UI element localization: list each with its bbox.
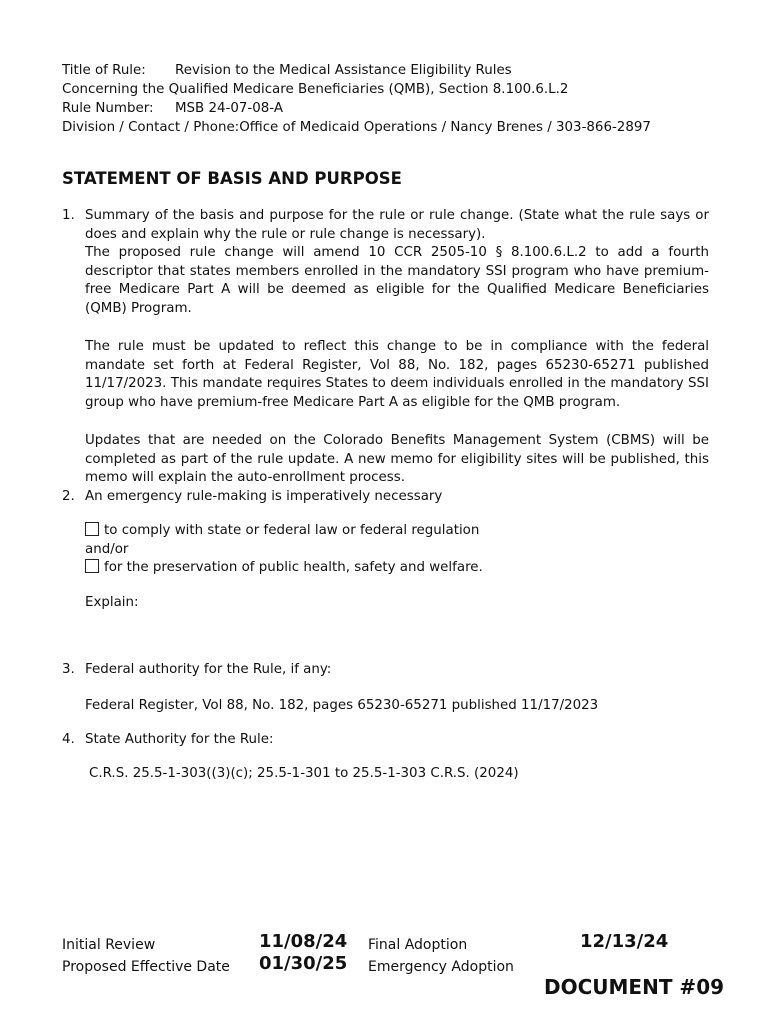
option-law-row — [85, 522, 479, 541]
statement-heading: STATEMENT OF BASIS AND PURPOSE — [62, 169, 402, 188]
rule-number-label: Rule Number: — [62, 101, 154, 116]
rule-number-row — [62, 100, 283, 119]
item-2-text: An emergency rule-making is imperatively necessary — [85, 489, 443, 504]
division-row — [62, 119, 651, 138]
title-line2: Concerning the Qualified Medicare Beneficiaries (QMB), Section 8.100.6.L.2 — [62, 82, 569, 97]
item-3-text: Federal authority for the Rule, if any: — [85, 662, 332, 677]
final-adoption-date: 12/13/24 — [580, 931, 669, 952]
item-4-text: State Authority for the Rule: — [85, 732, 274, 747]
final-adoption-label: Final Adoption — [368, 937, 468, 953]
initial-review-label: Initial Review — [62, 937, 156, 953]
title-of-rule-row — [62, 62, 512, 81]
item-3-number: 3. — [62, 662, 75, 677]
item-1-para1: The proposed rule change will amend 10 CCR 2505-10 § 8.100.6.L.2 to add a fourth descriptor that states members enrolled in the mandatory SSI program who have premium-free Medicare Part A will be deemed as eligible for the Qualified Medicare Beneficiaries (QMB) Program. — [85, 245, 709, 316]
option-health-row — [85, 559, 483, 578]
state-authority-value: C.R.S. 25.5-1-303((3)(c); 25.5-1-301 to 25.5-1-303 C.R.S. (2024) — [89, 766, 519, 781]
and-or-text: and/or — [85, 542, 129, 557]
option-law-label: to comply with state or federal law or federal regulation — [104, 523, 480, 538]
explain-label: Explain: — [85, 595, 139, 610]
health-checkbox[interactable] — [85, 559, 99, 573]
item-1-number: 1. — [62, 208, 75, 223]
proposed-effective-date: 01/30/25 — [259, 953, 348, 974]
proposed-effective-label: Proposed Effective Date — [62, 959, 230, 975]
division-value: Office of Medicaid Operations / Nancy Brenes / 303-866-2897 — [239, 120, 651, 135]
title-label: Title of Rule: — [62, 63, 146, 78]
document-number: DOCUMENT #09 — [544, 975, 725, 999]
division-label: Division / Contact / Phone: — [62, 120, 240, 135]
law-checkbox[interactable] — [85, 522, 99, 536]
item-4-number: 4. — [62, 732, 75, 747]
item-1-para2: The rule must be updated to reflect this change to be in compliance with the federal mandate set forth at Federal Register, Vol 88, No. 182, pages 65230-65271 published 11/17/2023. This mandate requires States to deem individuals enrolled in the mandatory SSI group who have premium-free Medicare Part A as eligible for the QMB program. — [85, 339, 709, 410]
option-health-label: for the preservation of public health, safety and welfare. — [104, 560, 483, 575]
initial-review-date: 11/08/24 — [259, 931, 348, 952]
item-2-number: 2. — [62, 489, 75, 504]
emergency-adoption-label: Emergency Adoption — [368, 959, 514, 975]
item-1-para3: Updates that are needed on the Colorado Benefits Management System (CBMS) will be completed as part of the rule update. A new memo for eligibility sites will be published, this memo will explain the auto-enrollment process. — [85, 433, 709, 486]
title-value: Revision to the Medical Assistance Eligibility Rules — [175, 63, 512, 78]
federal-authority-value: Federal Register, Vol 88, No. 182, pages 65230-65271 published 11/17/2023 — [85, 698, 599, 713]
item-1-summary: Summary of the basis and purpose for the rule or rule change. (State what the rule says or does and explain why the rule or rule change is necessary). — [85, 208, 709, 242]
rule-number-value: MSB 24-07-08-A — [175, 101, 283, 116]
